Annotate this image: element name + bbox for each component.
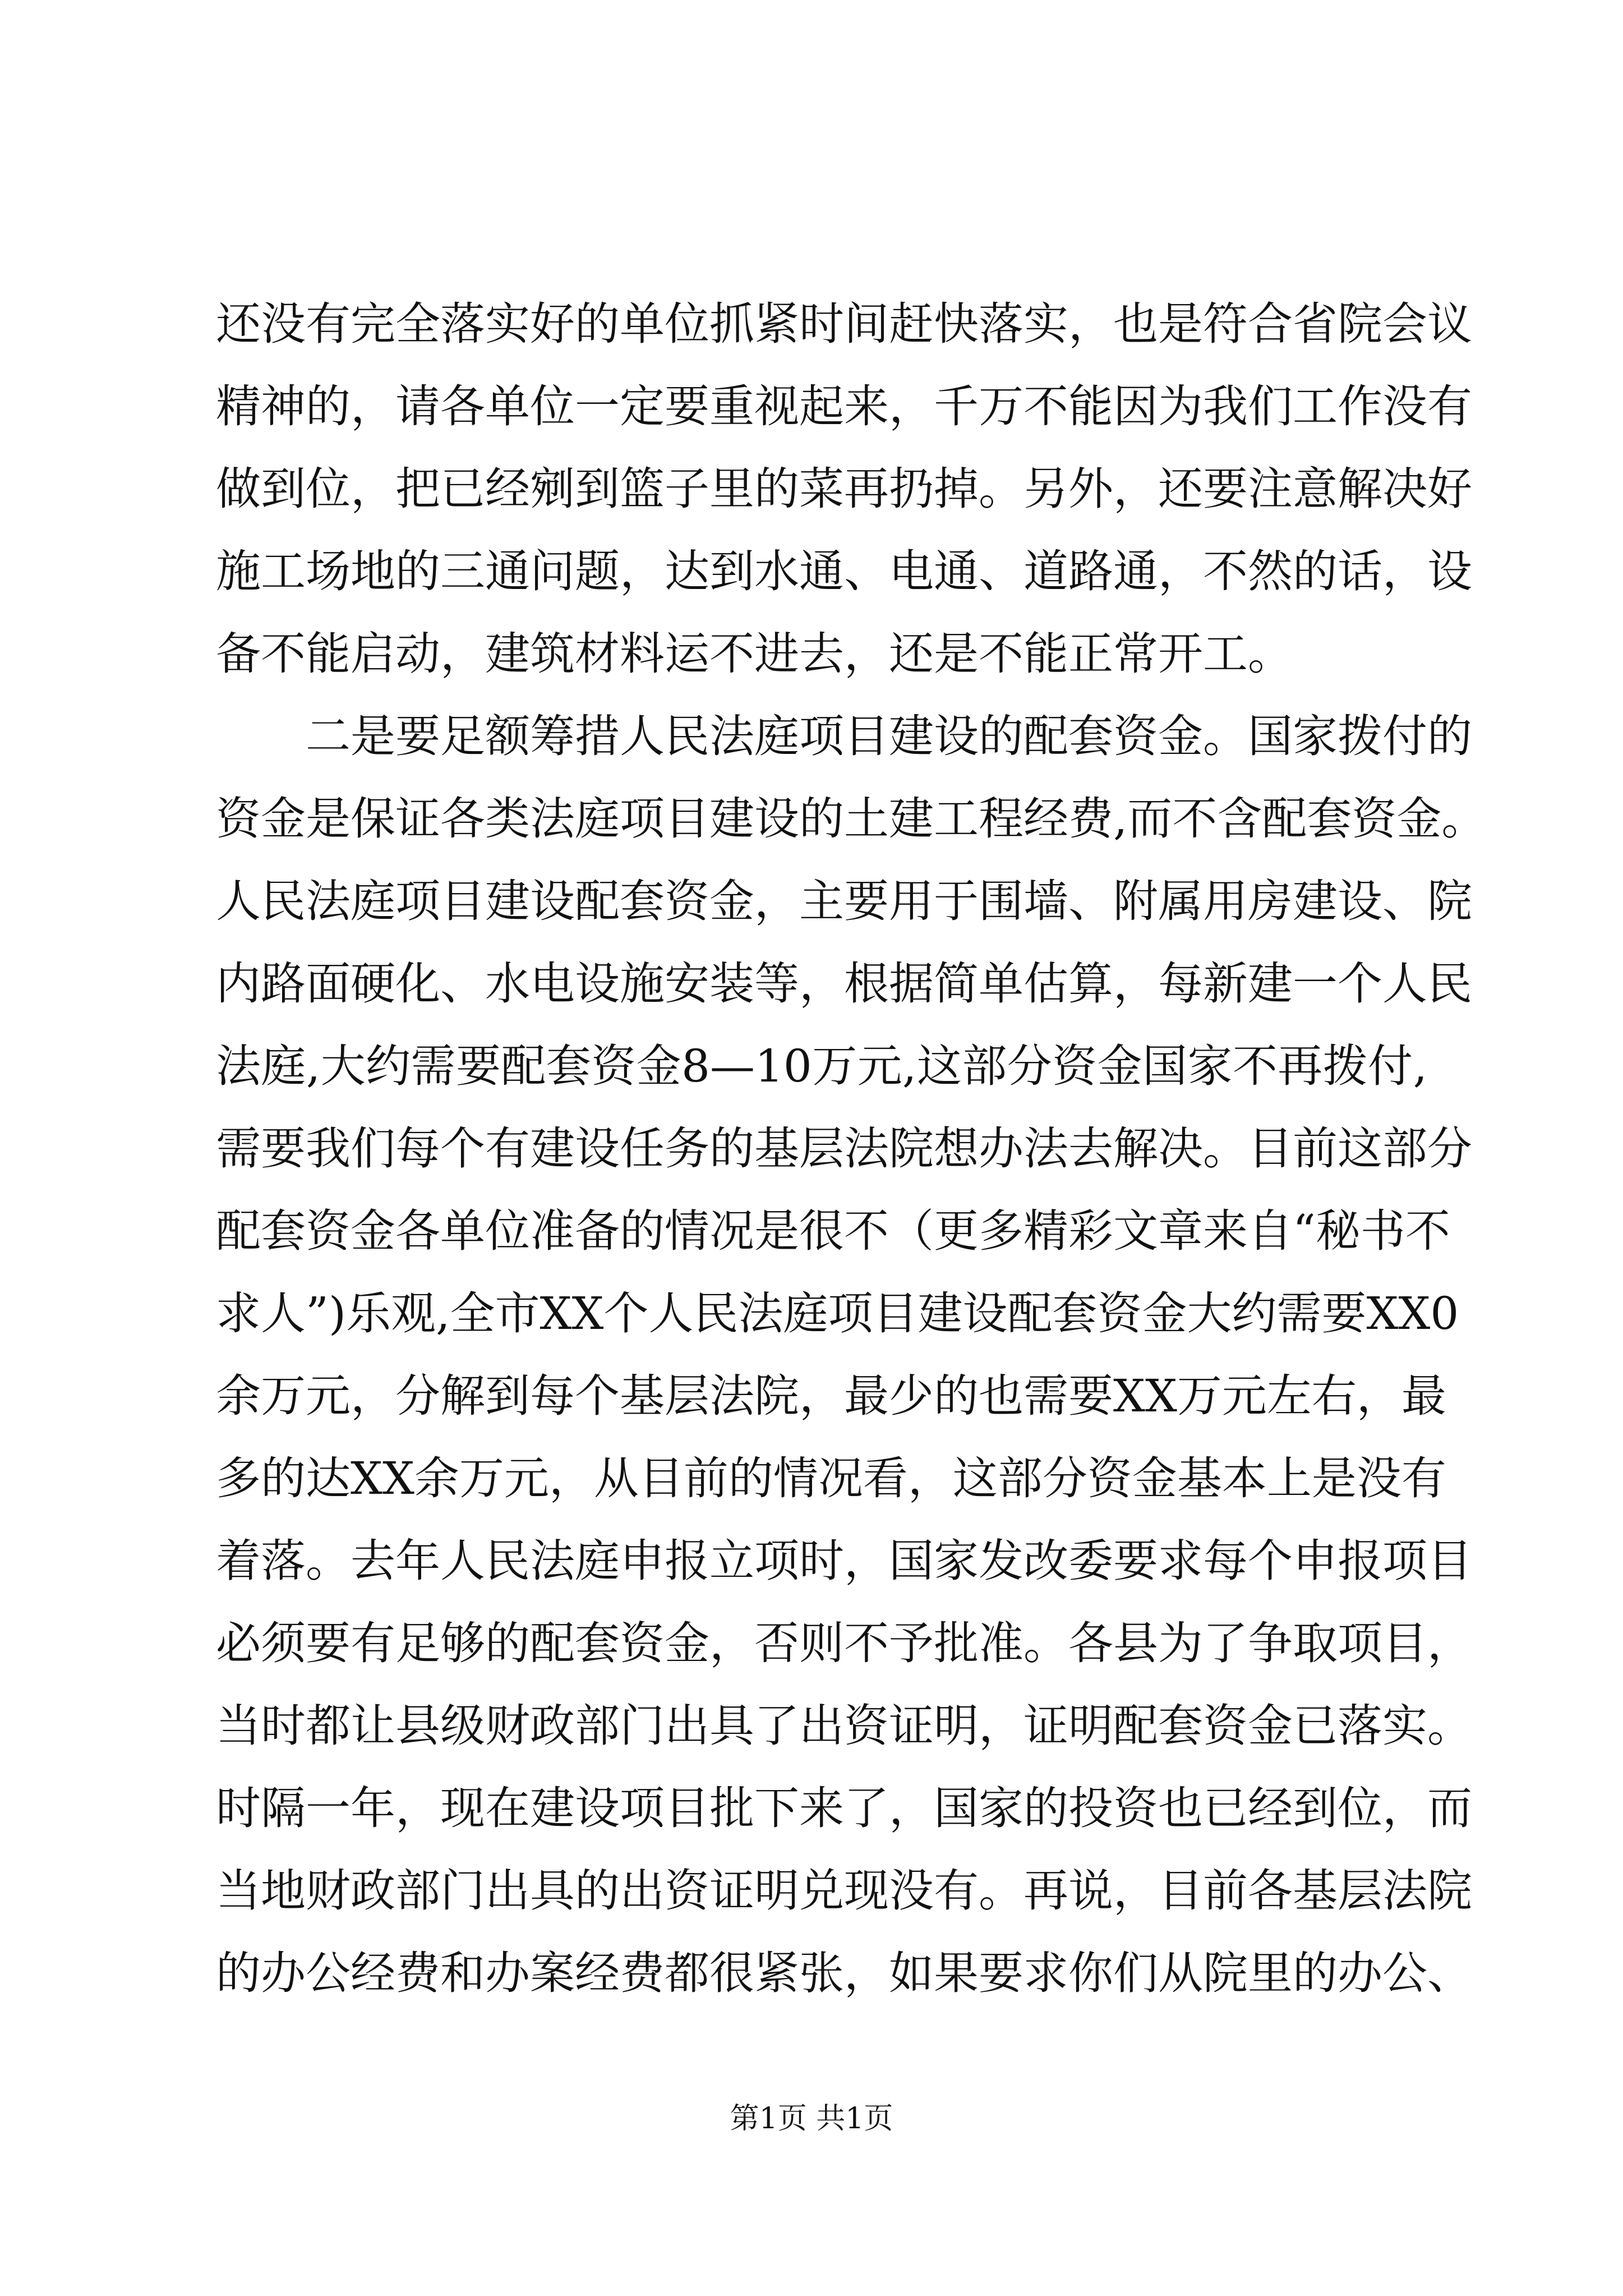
text-line: 着落。去年人民法庭申报立项时，国家发改委要求每个申报项目 <box>216 1535 1472 1587</box>
body-text <box>216 283 1487 2014</box>
text-line: 内路面硬化、水电设施安装等，根据简单估算，每新建一个人民 <box>216 958 1472 1010</box>
text-line: 做到位，把已经剜到篮子里的菜再扔掉。另外，还要注意解决好 <box>216 463 1472 515</box>
text-line: 法庭,大约需要配套资金8—10万元,这部分资金国家不再拨付, <box>216 1040 1427 1092</box>
text-line: 余万元，分解到每个基层法院，最少的也需要XX万元左右，最 <box>216 1370 1446 1422</box>
text-line: 必须要有足够的配套资金，否则不予批准。各县为了争取项目， <box>216 1617 1472 1669</box>
text-line: 当时都让县级财政部门出具了出资证明，证明配套资金已落实。 <box>216 1700 1472 1752</box>
text-line: 时隔一年，现在建设项目批下来了，国家的投资也已经到位，而 <box>216 1782 1472 1834</box>
text-line: 施工场地的三通问题，达到水通、电通、道路通，不然的话，设 <box>216 545 1472 597</box>
text-line: 精神的，请各单位一定要重视起来，千万不能因为我们工作没有 <box>216 380 1472 432</box>
text-line: 还没有完全落实好的单位抓紧时间赶快落实，也是符合省院会议 <box>216 298 1472 350</box>
text-line: 备不能启动，建筑材料运不进去，还是不能正常开工。 <box>216 628 1293 680</box>
text-line: 需要我们每个有建设任务的基层法院想办法去解决。目前这部分 <box>216 1122 1472 1175</box>
paragraph-first-line: 二是要足额筹措人民法庭项目建设的配套资金。国家拨付的 <box>306 710 1472 762</box>
page-footer: 第1页 共1页 <box>730 2102 893 2136</box>
text-line: 资金是保证各类法庭项目建设的土建工程经费,而不含配套资金。 <box>216 793 1487 845</box>
text-line: 当地财政部门出具的出资证明兑现没有。再说，目前各基层法院 <box>216 1865 1472 1917</box>
text-line: 求人”)乐观,全市XX个人民法庭项目建设配套资金大约需要XX0 <box>216 1287 1459 1340</box>
text-line: 多的达XX余万元，从目前的情况看，这部分资金基本上是没有 <box>216 1452 1446 1504</box>
text-line: 人民法庭项目建设配套资金，主要用于围墙、附属用房建设、院 <box>216 875 1472 927</box>
text-line: 的办公经费和办案经费都很紧张，如果要求你们从院里的办公、 <box>216 1947 1472 1999</box>
text-line: 配套资金各单位准备的情况是很不（更多精彩文章来自“秘书不 <box>216 1205 1450 1257</box>
